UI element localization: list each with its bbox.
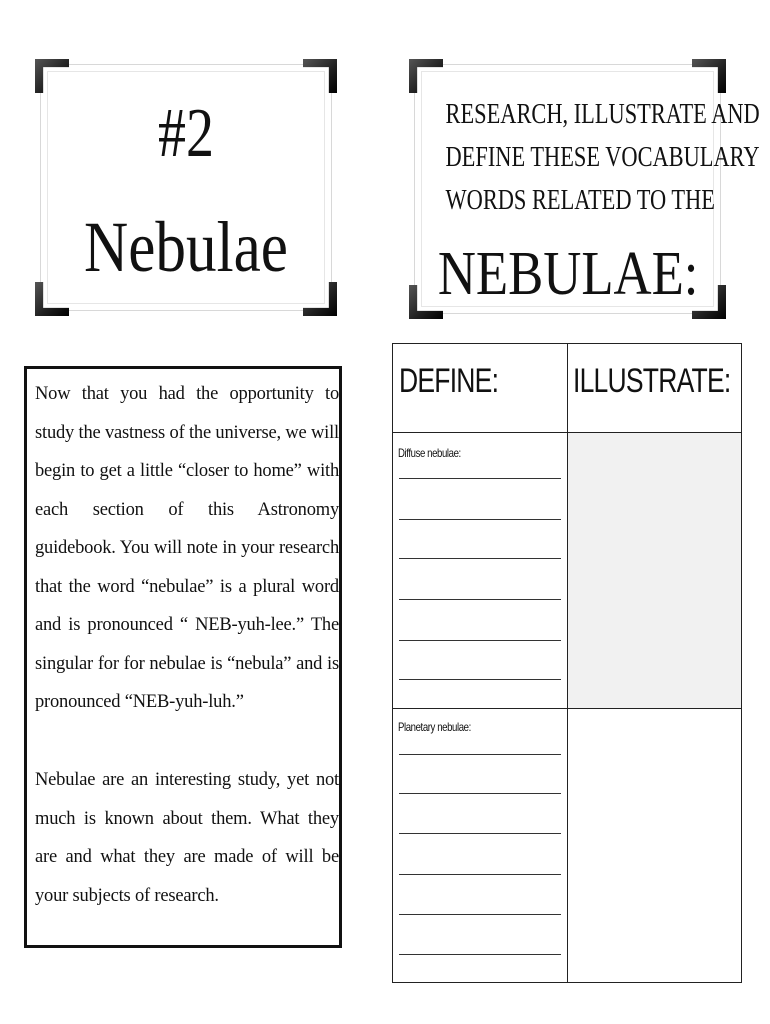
writing-line[interactable] <box>399 478 561 479</box>
photo-corner-icon <box>35 59 69 93</box>
instruction-subject: NEBULAE: <box>437 240 699 308</box>
writing-line[interactable] <box>399 558 561 559</box>
intro-paragraph: Now that you had the opportunity to study the vastness of the universe, we will begin to get a little “closer to home” with each section of this Astronomy guidebook. You will note in your research that the word “nebulae” is a plural word and is pronounced “ NEB-yuh-lee.” The singular for for nebulae is “nebula” and is pronounced “NEB-yuh-luh.” <box>35 384 339 712</box>
intro-text-box <box>24 366 342 948</box>
row-divider <box>393 432 741 433</box>
photo-corner-icon <box>692 59 726 93</box>
column-divider <box>567 344 568 982</box>
photo-corner-icon <box>303 282 337 316</box>
illustrate-cell[interactable] <box>568 709 741 982</box>
title-card <box>40 64 332 311</box>
writing-line[interactable] <box>399 754 561 755</box>
writing-line[interactable] <box>399 874 561 875</box>
intro-paragraph: Nebulae are an interesting study, yet not much is known about them. What they are and what they are made of will be your subjects of research. <box>35 770 339 906</box>
section-topic: Nebulae <box>84 207 288 287</box>
instruction-card <box>414 64 760 314</box>
photo-corner-icon <box>409 59 443 93</box>
row-divider <box>393 708 741 709</box>
writing-line[interactable] <box>399 599 561 600</box>
writing-line[interactable] <box>399 519 561 520</box>
illustrate-header: ILLUSTRATE: <box>573 362 731 400</box>
writing-line[interactable] <box>399 793 561 794</box>
instruction-line: WORDS RELATED TO THE <box>445 185 715 216</box>
photo-corner-icon <box>35 282 69 316</box>
instruction-line: DEFINE THESE VOCABULARY <box>445 142 760 173</box>
photo-corner-icon <box>303 59 337 93</box>
instruction-line: RESEARCH, ILLUSTRATE AND <box>445 99 760 130</box>
define-header: DEFINE: <box>399 362 499 400</box>
writing-line[interactable] <box>399 640 561 641</box>
writing-line[interactable] <box>399 954 561 955</box>
illustrate-cell[interactable] <box>568 433 741 708</box>
writing-line[interactable] <box>399 833 561 834</box>
section-number: #2 <box>158 95 214 172</box>
vocab-term: Diffuse nebulae: <box>398 446 461 460</box>
vocab-term: Planetary nebulae: <box>398 720 471 734</box>
writing-line[interactable] <box>399 679 561 680</box>
vocabulary-table <box>392 343 742 983</box>
writing-line[interactable] <box>399 914 561 915</box>
